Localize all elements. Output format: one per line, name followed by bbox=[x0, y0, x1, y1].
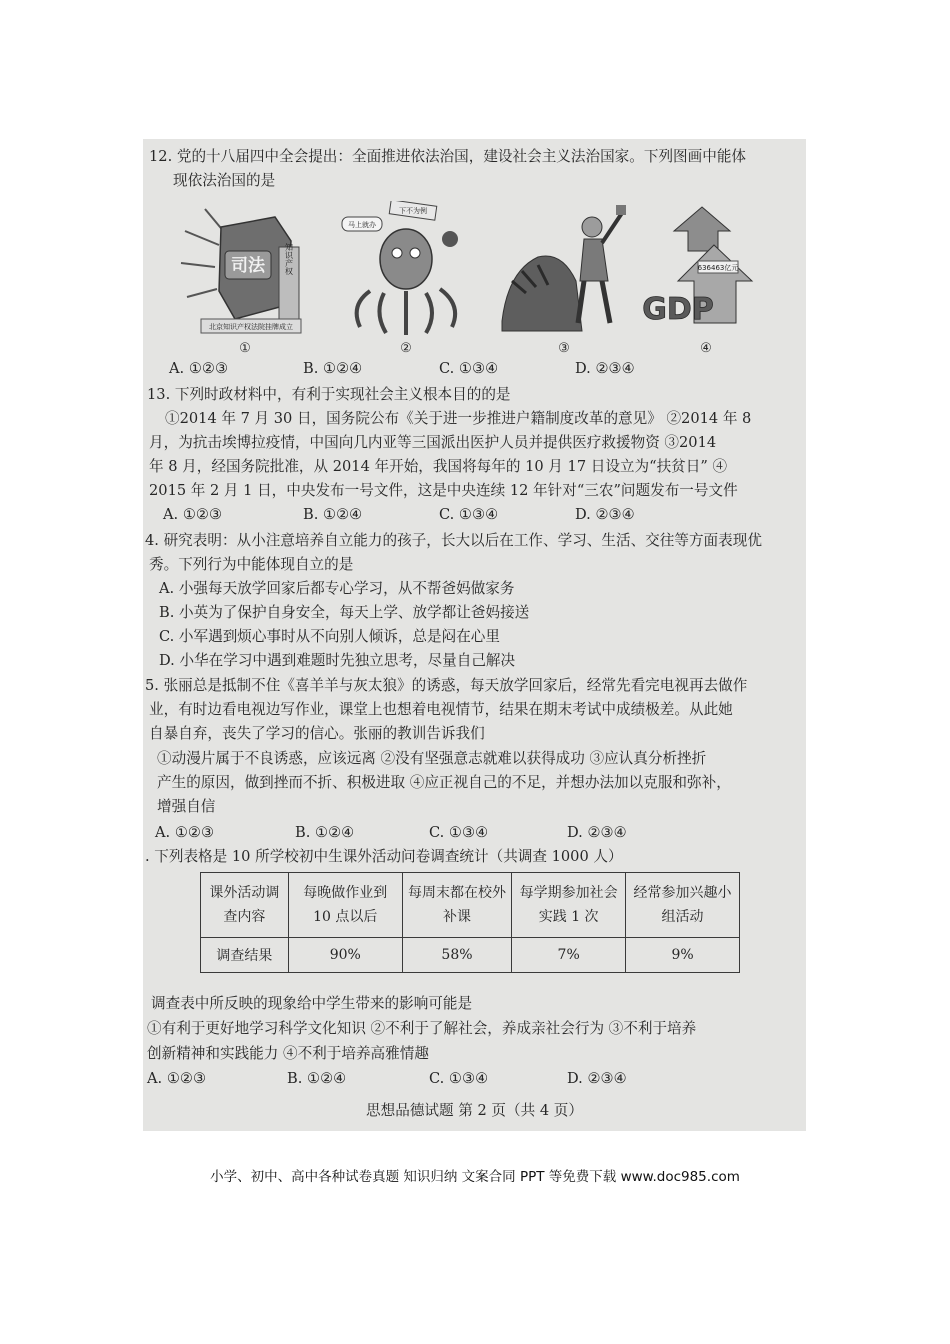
pic4-main-text: GDP bbox=[642, 292, 714, 327]
q12-option-d: D. ②③④ bbox=[575, 360, 635, 377]
q16-option-d: D. ②③④ bbox=[567, 1070, 627, 1087]
q12-picture-2 bbox=[340, 201, 472, 359]
pic1-main-text: 司法 bbox=[231, 256, 265, 276]
pic1-bottom-text: 北京知识产权法院挂牌成立 bbox=[209, 323, 293, 331]
survey-table bbox=[200, 872, 740, 973]
q12-options bbox=[143, 359, 806, 379]
q16-line3: ①有利于更好地学习科学文化知识 ②不利于了解社会，养成亲社会行为 ③不利于培养 bbox=[147, 1020, 697, 1037]
q16-line2: 调查表中所反映的现象给中学生带来的影响可能是 bbox=[151, 995, 473, 1012]
q15-stem-line2: 业，有时边看电视边写作业，课堂上也想着电视情节，结果在期末考试中成绩极差。从此她 bbox=[149, 701, 733, 718]
q15-options bbox=[143, 823, 806, 843]
q13-line4: 年 8 月，经国务院批准，从 2014 年开始，我国将每年的 10 月 17 日设立为“扶贫日” ④ bbox=[149, 458, 728, 475]
survey-result-cell: 90% bbox=[288, 938, 402, 973]
q15-line4: ①动漫片属于不良诱惑，应该远离 ②没有坚强意志就难以获得成功 ③应认真分析挫折 bbox=[157, 750, 707, 767]
q13-stem: 13. 下列时政材料中，有利于实现社会主义根本目的的是 bbox=[147, 386, 511, 403]
survey-table-result-row bbox=[201, 938, 740, 973]
q14-option-b: B. 小英为了保护自身安全，每天上学、放学都让爸妈接送 bbox=[159, 604, 530, 621]
exam-page-photo bbox=[143, 139, 806, 1131]
q12-picture-1 bbox=[179, 201, 311, 359]
q15-line5: 产生的原因，做到挫而不折、积极进取 ④应正视自己的不足，并想办法加以克服和弥补， bbox=[157, 774, 731, 791]
q16-option-a: A. ①②③ bbox=[147, 1070, 207, 1087]
q14-stem-line2: 秀。下列行为中能体现自立的是 bbox=[149, 556, 354, 573]
pic1-side-text: 知识产权 bbox=[284, 243, 294, 275]
q16-stem: . 下列表格是 10 所学校初中生课外活动问卷调查统计（共调查 1000 人） bbox=[145, 848, 623, 865]
q15-line6: 增强自信 bbox=[157, 798, 216, 815]
pic2-bubble-text: 马上就办 bbox=[348, 221, 376, 229]
pic4-label-text: 636463亿元 bbox=[697, 264, 739, 272]
q14-option-d: D. 小华在学习中遇到难题时先独立思考，尽量自己解决 bbox=[159, 652, 516, 669]
survey-result-cell: 58% bbox=[402, 938, 512, 973]
q13-option-b: B. ①②④ bbox=[303, 506, 363, 523]
q15-option-b: B. ①②④ bbox=[295, 824, 355, 841]
q14-stem-line1: 4. 研究表明：从小注意培养自立能力的孩子，长大以后在工作、学习、生活、交往等方面表现优 bbox=[145, 532, 762, 549]
q12-picture-2-number: ② bbox=[400, 341, 412, 356]
q15-option-d: D. ②③④ bbox=[567, 824, 627, 841]
survey-row-label: 调查结果 bbox=[201, 938, 289, 973]
q12-picture-1-number: ① bbox=[239, 341, 251, 356]
q12-option-a: A. ①②③ bbox=[169, 360, 229, 377]
q16-option-c: C. ①③④ bbox=[429, 1070, 489, 1087]
q12-stem-line1: 12. 党的十八届四中全会提出：全面推进依法治国，建设社会主义法治国家。下列图画中能体 bbox=[149, 148, 747, 165]
octopus-cartoon-illustration bbox=[340, 201, 472, 341]
justice-shield-illustration bbox=[179, 201, 311, 341]
q12-option-b: B. ①②④ bbox=[303, 360, 363, 377]
q13-line3: 月，为抗击埃博拉疫情，中国向几内亚等三国派出医护人员并提供医疗救援物资 ③2014 bbox=[149, 434, 717, 451]
q16-options bbox=[143, 1069, 806, 1089]
q13-line5: 2015 年 2 月 1 日，中央发布一号文件，这是中央连续 12 年针对“三农”问题发布一号文件 bbox=[149, 482, 738, 499]
download-banner: 小学、初中、高中各种试卷真题 知识归纳 文案合同 PPT 等免费下载 www.doc985.com bbox=[210, 1169, 740, 1185]
survey-header-cell: 每晚做作业到 10 点以后 bbox=[288, 873, 402, 938]
q13-option-d: D. ②③④ bbox=[575, 506, 635, 523]
q12-picture-4 bbox=[640, 201, 772, 359]
q12-option-c: C. ①③④ bbox=[439, 360, 499, 377]
q13-line2: ①2014 年 7 月 30 日，国务院公布《关于进一步推进户籍制度改革的意见》 ②2014 年 8 bbox=[165, 410, 752, 427]
q14-option-a: A. 小强每天放学回家后都专心学习，从不帮爸妈做家务 bbox=[159, 580, 515, 597]
q12-picture-4-number: ④ bbox=[700, 341, 712, 356]
q13-options bbox=[143, 505, 806, 525]
gdp-arrow-illustration bbox=[640, 201, 772, 341]
q13-option-a: A. ①②③ bbox=[163, 506, 223, 523]
survey-result-cell: 7% bbox=[512, 938, 626, 973]
q12-stem-line2: 现依法治国的是 bbox=[173, 172, 276, 189]
survey-table-header-row bbox=[201, 873, 740, 938]
survey-header-cell: 每周末都在校外补课 bbox=[402, 873, 512, 938]
q14-option-c: C. 小军遇到烦心事时从不向别人倾诉，总是闷在心里 bbox=[159, 628, 500, 645]
survey-result-cell: 9% bbox=[626, 938, 740, 973]
q12-picture-3 bbox=[498, 201, 630, 359]
q15-stem-line3: 自暴自弃，丧失了学习的信心。张丽的教训告诉我们 bbox=[149, 725, 485, 742]
tiger-fighter-illustration bbox=[498, 201, 630, 341]
q13-option-c: C. ①③④ bbox=[439, 506, 499, 523]
survey-header-cell: 每学期参加社会实践 1 次 bbox=[512, 873, 626, 938]
q15-option-a: A. ①②③ bbox=[155, 824, 215, 841]
survey-header-cell: 课外活动调查内容 bbox=[201, 873, 289, 938]
pic2-sign-text: 下不为例 bbox=[399, 207, 427, 215]
page-footer: 思想品德试题 第 2 页（共 4 页） bbox=[366, 1102, 583, 1119]
q15-stem-line1: 5. 张丽总是抵制不住《喜羊羊与灰太狼》的诱惑，每天放学回家后，经常先看完电视再去做作 bbox=[145, 677, 748, 694]
q16-option-b: B. ①②④ bbox=[287, 1070, 347, 1087]
survey-header-cell: 经常参加兴趣小组活动 bbox=[626, 873, 740, 938]
q16-line4: 创新精神和实践能力 ④不利于培养高雅情趣 bbox=[147, 1045, 429, 1062]
q12-picture-3-number: ③ bbox=[558, 341, 570, 356]
q15-option-c: C. ①③④ bbox=[429, 824, 489, 841]
